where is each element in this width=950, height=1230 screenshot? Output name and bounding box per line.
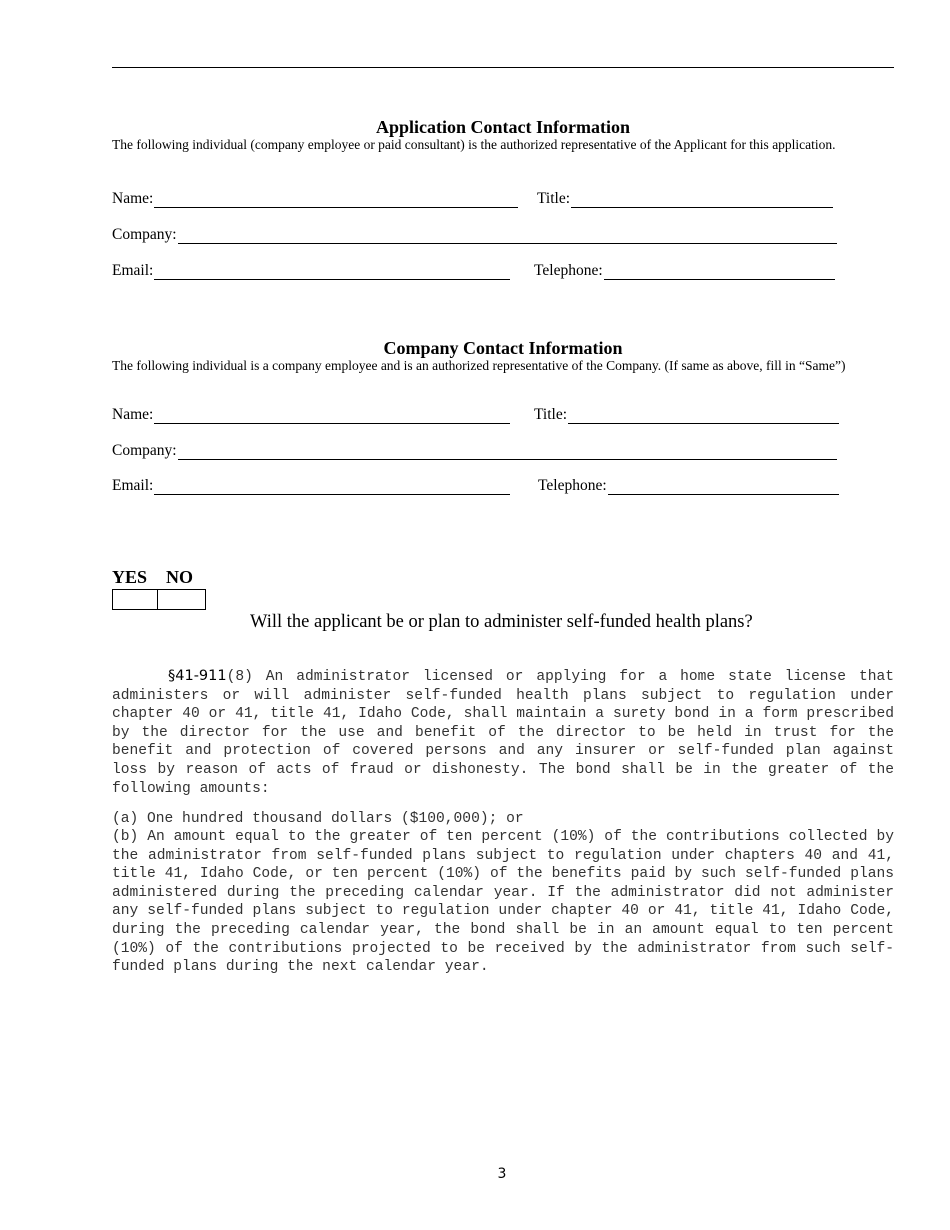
statute-paragraph bbox=[112, 667, 894, 798]
statute-paragraph-text: An administrator licensed or applying for a home state license that administers or will administer self-funded health plans subject to regulation under chapter 40 or 41, title 41, Idaho Code, shall maintain a surety bond in a form prescribed by the director for the use and benefit of the director to be held in trust for the benefit and protection of covered persons and any insurer or self-funded plan against loss by reason of acts of fraud or dishonesty. The bond shall be in the greater of the following amounts: bbox=[112, 669, 894, 797]
co-company-field[interactable] bbox=[112, 442, 837, 460]
application-contact-description: The following individual (company employee or paid consultant) is the authorized representative of the Applicant for this application. bbox=[112, 137, 836, 152]
co-telephone-label: Telephone: bbox=[538, 477, 607, 494]
no-checkbox[interactable] bbox=[157, 589, 206, 610]
co-email-label: Email: bbox=[112, 477, 154, 494]
app-title-field[interactable] bbox=[537, 190, 833, 208]
statute-section-ref: §41-911 bbox=[168, 668, 227, 684]
company-contact-heading: Company Contact Information bbox=[383, 338, 623, 358]
co-title-field[interactable] bbox=[534, 406, 839, 424]
app-name-label: Name: bbox=[112, 190, 154, 207]
app-name-field[interactable] bbox=[112, 190, 518, 208]
app-email-field[interactable] bbox=[112, 262, 510, 280]
co-name-label: Name: bbox=[112, 406, 154, 423]
co-email-line[interactable] bbox=[154, 480, 510, 495]
statute-item-a: (a) One hundred thousand dollars ($100,000); or bbox=[112, 811, 524, 827]
top-horizontal-rule bbox=[112, 67, 894, 68]
co-email-field[interactable] bbox=[112, 477, 510, 495]
no-label: NO bbox=[166, 567, 193, 587]
app-email-line[interactable] bbox=[154, 265, 510, 280]
page-number: 3 bbox=[497, 1166, 507, 1182]
app-company-label: Company: bbox=[112, 226, 177, 243]
yes-checkbox[interactable] bbox=[112, 589, 158, 610]
app-name-line[interactable] bbox=[154, 193, 518, 208]
statute-item-b: (b) An amount equal to the greater of ten percent (10%) of the contributions collected by the administrator from self-funded plans subject to regulation under chapters 40 and 41, title 41, Idaho Code, or ten percent (10%) of the benefits paid by such self-funded plans administered during the preceding calendar year. If the administrator did not administer any self-funded plans subject to regulation under chapter 40 or 41, title 41, Idaho Code, during the preceding calendar year, the bond shall be in an amount equal to ten percent (10%) of the contributions projected to be received by the administrator from such self-funded plans during the next calendar year. bbox=[112, 829, 894, 976]
company-contact-description: The following individual is a company employee and is an authorized representative of the Company. (If same as above, fill in “Same”) bbox=[112, 358, 846, 373]
statute-subsection: (8) bbox=[226, 669, 253, 685]
co-telephone-field[interactable] bbox=[538, 477, 839, 495]
co-company-line[interactable] bbox=[178, 445, 837, 460]
app-company-field[interactable] bbox=[112, 226, 837, 244]
application-contact-heading: Application Contact Information bbox=[375, 117, 630, 137]
app-email-label: Email: bbox=[112, 262, 154, 279]
app-telephone-label: Telephone: bbox=[534, 262, 603, 279]
app-company-line[interactable] bbox=[178, 229, 837, 244]
co-title-label: Title: bbox=[534, 406, 568, 423]
yes-label: YES bbox=[112, 567, 148, 587]
app-title-line[interactable] bbox=[571, 193, 833, 208]
co-telephone-line[interactable] bbox=[608, 480, 839, 495]
app-title-label: Title: bbox=[537, 190, 571, 207]
co-title-line[interactable] bbox=[568, 409, 839, 424]
app-telephone-line[interactable] bbox=[604, 265, 835, 280]
app-telephone-field[interactable] bbox=[534, 262, 835, 280]
co-name-field[interactable] bbox=[112, 406, 510, 424]
co-company-label: Company: bbox=[112, 442, 177, 459]
self-funded-question: Will the applicant be or plan to administer self-funded health plans? bbox=[250, 612, 753, 632]
co-name-line[interactable] bbox=[154, 409, 510, 424]
